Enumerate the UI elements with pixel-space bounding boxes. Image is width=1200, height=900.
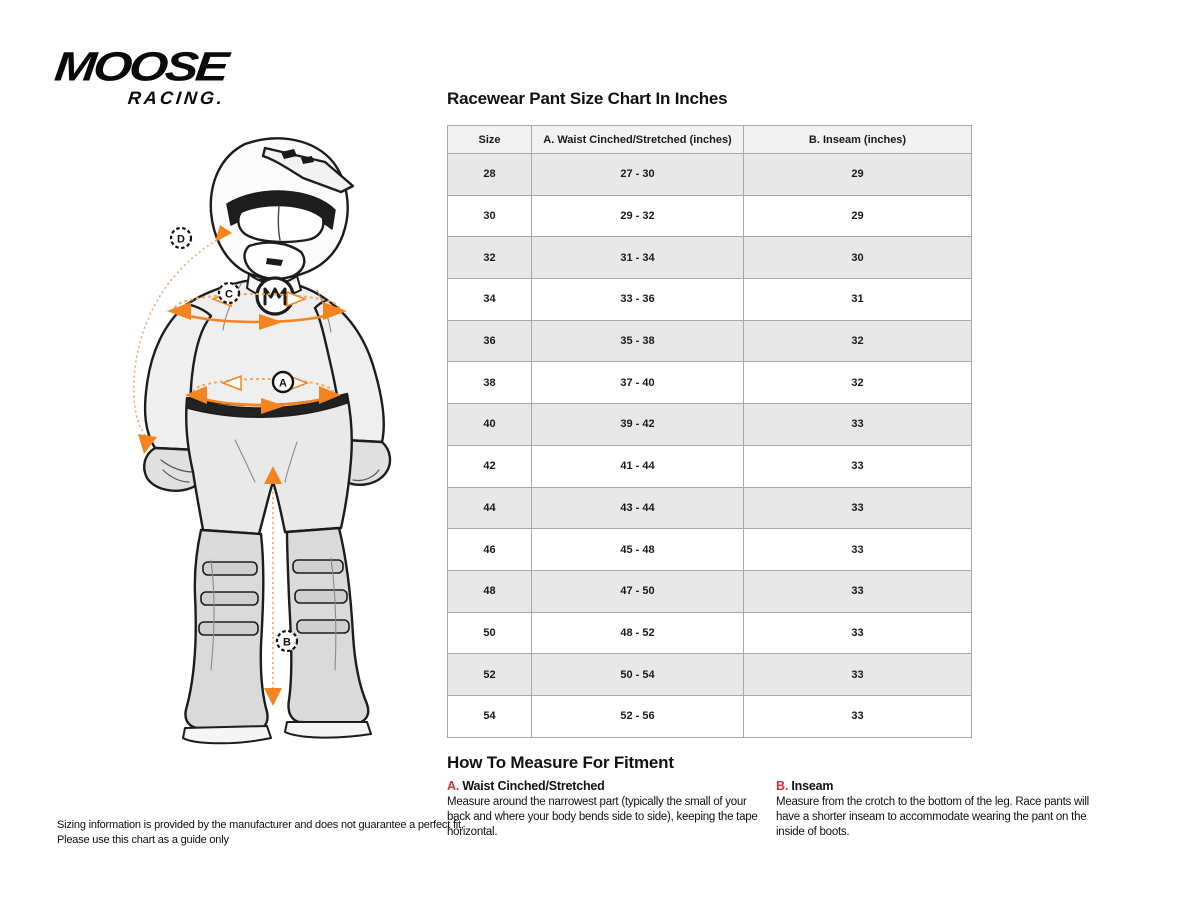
measure-waist-name: Waist Cinched/Stretched bbox=[462, 779, 605, 793]
table-cell: 32 bbox=[448, 237, 532, 279]
table-row bbox=[448, 445, 972, 487]
table-cell: 48 - 52 bbox=[532, 612, 744, 654]
table-cell: 52 bbox=[448, 654, 532, 696]
svg-text:C: C bbox=[225, 288, 233, 301]
marker-a bbox=[273, 372, 293, 392]
column-header: Size bbox=[448, 126, 532, 154]
table-row bbox=[448, 195, 972, 237]
how-to-title: How To Measure For Fitment bbox=[447, 753, 674, 772]
table-cell: 32 bbox=[744, 362, 972, 404]
table-cell: 32 bbox=[744, 320, 972, 362]
table-row bbox=[448, 404, 972, 446]
boot-buckles bbox=[199, 560, 349, 635]
table-cell: 33 bbox=[744, 612, 972, 654]
table-cell: 33 bbox=[744, 487, 972, 529]
measure-waist-heading bbox=[447, 779, 759, 793]
table-cell: 33 - 36 bbox=[532, 279, 744, 321]
table-cell: 42 bbox=[448, 445, 532, 487]
moose-racing-logo bbox=[52, 43, 257, 109]
table-cell: 33 bbox=[744, 529, 972, 571]
table-cell: 36 bbox=[448, 320, 532, 362]
table-cell: 34 bbox=[448, 279, 532, 321]
table-cell: 30 bbox=[448, 195, 532, 237]
table-row bbox=[448, 362, 972, 404]
table-cell: 39 - 42 bbox=[532, 404, 744, 446]
table-row bbox=[448, 279, 972, 321]
table-cell: 27 - 30 bbox=[532, 154, 744, 196]
table-cell: 33 bbox=[744, 404, 972, 446]
table-cell: 47 - 50 bbox=[532, 570, 744, 612]
disclaimer bbox=[57, 818, 464, 848]
table-row bbox=[448, 612, 972, 654]
logo-moose-text: MOOSE bbox=[52, 43, 229, 90]
table-cell: 33 bbox=[744, 570, 972, 612]
table-cell: 33 bbox=[744, 445, 972, 487]
disclaimer-line-1: Sizing information is provided by the manufacturer and does not guarantee a perfect fit. bbox=[57, 819, 464, 831]
table-cell: 28 bbox=[448, 154, 532, 196]
chart-title: Racewear Pant Size Chart In Inches bbox=[447, 89, 728, 108]
rider-illustration bbox=[35, 130, 445, 760]
column-header: B. Inseam (inches) bbox=[744, 126, 972, 154]
table-cell: 37 - 40 bbox=[532, 362, 744, 404]
table-cell: 29 bbox=[744, 195, 972, 237]
table-row bbox=[448, 695, 972, 737]
table-cell: 33 bbox=[744, 654, 972, 696]
table-cell: 30 bbox=[744, 237, 972, 279]
table-header-row bbox=[448, 126, 972, 154]
right-boot-sole bbox=[285, 722, 371, 738]
table-cell: 54 bbox=[448, 695, 532, 737]
table-cell: 41 - 44 bbox=[532, 445, 744, 487]
measure-inseam-text: Measure from the crotch to the bottom of the leg. Race pants will have a shorter inseam to accommodate wearing the pant on the inside of boots. bbox=[776, 796, 1089, 838]
table-row bbox=[448, 154, 972, 196]
table-cell: 48 bbox=[448, 570, 532, 612]
table-row bbox=[448, 320, 972, 362]
table-row bbox=[448, 529, 972, 571]
table-cell: 29 bbox=[744, 154, 972, 196]
table-row bbox=[448, 487, 972, 529]
svg-text:D: D bbox=[177, 233, 185, 246]
table-cell: 40 bbox=[448, 404, 532, 446]
measure-inseam-name: Inseam bbox=[791, 779, 834, 793]
table-cell: 46 bbox=[448, 529, 532, 571]
table-cell: 31 bbox=[744, 279, 972, 321]
measure-waist-letter: A. bbox=[447, 779, 460, 793]
measure-inseam-heading bbox=[776, 779, 1094, 793]
marker-c bbox=[219, 283, 239, 303]
measure-inseam-block bbox=[776, 779, 1094, 840]
goggle-lens bbox=[238, 205, 323, 242]
table-cell: 29 - 32 bbox=[532, 195, 744, 237]
table-row bbox=[448, 654, 972, 696]
measure-waist-text: Measure around the narrowest part (typically the small of your back and where your body bends side to side), keeping the tape horizontal. bbox=[447, 796, 758, 838]
table-cell: 43 - 44 bbox=[532, 487, 744, 529]
marker-b bbox=[277, 631, 297, 651]
marker-d bbox=[171, 228, 191, 248]
inseam-bottom-arrow bbox=[264, 688, 282, 706]
left-boot-sole bbox=[183, 726, 271, 743]
svg-text:B: B bbox=[283, 636, 291, 649]
table-cell: 33 bbox=[744, 695, 972, 737]
column-header: A. Waist Cinched/Stretched (inches) bbox=[532, 126, 744, 154]
table-cell: 50 bbox=[448, 612, 532, 654]
table-cell: 31 - 34 bbox=[532, 237, 744, 279]
table-row bbox=[448, 570, 972, 612]
size-table bbox=[447, 125, 972, 738]
table-cell: 35 - 38 bbox=[532, 320, 744, 362]
table-cell: 44 bbox=[448, 487, 532, 529]
svg-text:A: A bbox=[279, 377, 287, 390]
measure-waist-block bbox=[447, 779, 759, 840]
logo-racing-text: RACING. bbox=[126, 88, 226, 108]
disclaimer-line-2: Please use this chart as a guide only bbox=[57, 834, 229, 846]
table-cell: 52 - 56 bbox=[532, 695, 744, 737]
table-cell: 50 - 54 bbox=[532, 654, 744, 696]
measure-inseam-letter: B. bbox=[776, 779, 789, 793]
table-cell: 38 bbox=[448, 362, 532, 404]
table-cell: 45 - 48 bbox=[532, 529, 744, 571]
table-row bbox=[448, 237, 972, 279]
